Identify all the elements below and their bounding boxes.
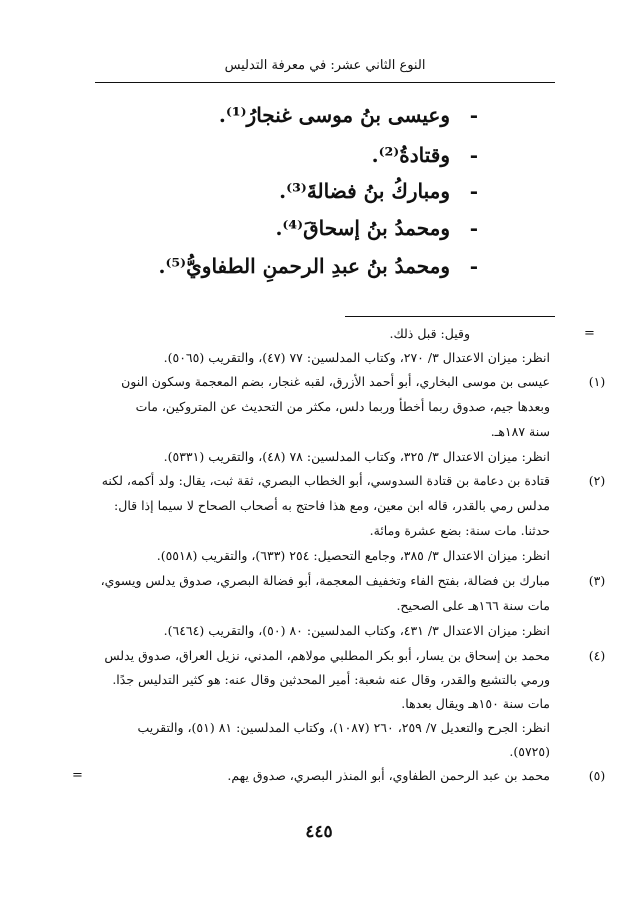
footnote-2-line-1: قتادة بن دعامة بن قتادة السدوسي، أبو الخطاب البصري، ثقة ثبت، يقال: ولد أكمه، لكنه [101,473,550,488]
main-line-4: -ومحمدُ بنُ إسحاقَ⁽⁴⁾. [275,216,478,240]
footnote-4-line-3: مات سنة ١٥٠هـ ويقال بعدها. [401,696,550,711]
footnote-2-marker: (٢) [588,473,606,488]
footnote-2-line-2: مدلس رمي بالقدر، قاله ابن معين، ومع هذا فاحتج به أصحاب الصحاح لا سيما إذا قال: [114,498,550,513]
footnote-separator [345,316,555,317]
footnote-2-line-3: حدثنا. مات سنة: بضع عشرة ومائة. [369,523,550,538]
footnote-2-ref: انظر: ميزان الاعتدال ٣/ ٣٨٥، وجامع التحصيل: ٢٥٤ (٦٣٣)، والتقريب (٥٥١٨). [156,548,550,563]
main-line-1: -وعيسى بنُ موسى غنجارُ⁽¹⁾. [218,103,478,127]
footnote-4-ref-line-2: (٥٧٢٥). [509,744,550,759]
footnote-4-marker: (٤) [588,648,606,663]
footnote-4-line-1: محمد بن إسحاق بن يسار، أبو بكر المطلبي مولاهم، المدني، نزيل العراق، صدوق يدلس [104,648,550,663]
dash-bullet: - [469,179,478,203]
continuation-mark-top: = [584,326,595,341]
footnote-1-line-1: عيسى بن موسى البخاري، أبو أحمد الأزرق، لقبه غنجار، بضم المعجمة وسكون النون [121,374,550,389]
footnote-4-ref-line-1: انظر: الجرح والتعديل ٧/ ٢٥٩، ٢٦٠ (١٠٨٧)، وكتاب المدلسين: ٨١ (٥١)، والتقريب [137,720,550,735]
dash-bullet: - [469,254,478,278]
footnote-continuation: وقيل: قبل ذلك. [389,326,470,341]
footnote-3-ref: انظر: ميزان الاعتدال ٣/ ٤٣١، وكتاب المدلسين: ٨٠ (٥٠)، والتقريب (٦٤٦٤). [163,623,550,638]
continuation-mark-bottom: = [72,768,83,783]
main-line-2: -وقتادةُ⁽²⁾. [371,143,478,167]
header-rule [95,82,555,83]
footnote-3-line-1: مبارك بن فضالة، بفتح الفاء وتخفيف المعجمة، أبو فضالة البصري، صدوق يدلس ويسوي، [100,573,550,588]
footnote-4-line-2: ورمي بالتشيع والقدر، وقال عنه شعبة: أمير المحدثين وقال عنه: هو كثير التدليس جدًا. [112,672,550,687]
footnote-1-ref: انظر: ميزان الاعتدال ٣/ ٣٢٥، وكتاب المدلسين: ٧٨ (٤٨)، والتقريب (٥٣٣١). [163,449,550,464]
dash-bullet: - [469,103,478,127]
footnote-3-marker: (٣) [588,573,606,588]
footnote-1-marker: (١) [588,374,606,389]
footnote-5-marker: (٥) [588,768,606,783]
dash-bullet: - [469,143,478,167]
footnote-5-line-1: محمد بن عبد الرحمن الطفاوي، أبو المنذر البصري، صدوق يهم. [227,768,550,783]
footnote-1-line-2: وبعدها جيم، صدوق ربما أخطأ وربما دلس، مكثر من التحديث عن المتروكين، مات [135,399,550,414]
footnote-3-line-2: مات سنة ١٦٦هـ على الصحيح. [396,598,550,613]
footnote-1-line-3: سنة ١٨٧هـ. [490,424,550,439]
dash-bullet: - [469,216,478,240]
main-line-3: -ومباركُ بنُ فضالةَ⁽³⁾. [279,179,478,203]
footnote-continuation-ref: انظر: ميزان الاعتدال ٣/ ٢٧٠، وكتاب المدلسين: ٧٧ (٤٧)، والتقريب (٥٠٦٥). [163,350,550,365]
main-line-5: -ومحمدُ بنُ عبدِ الرحمنِ الطفاويُّ⁽⁵⁾. [158,254,478,278]
running-header: النوع الثاني عشر: في معرفة التدليس [224,58,426,73]
page-number: ٤٤٥ [305,822,333,842]
